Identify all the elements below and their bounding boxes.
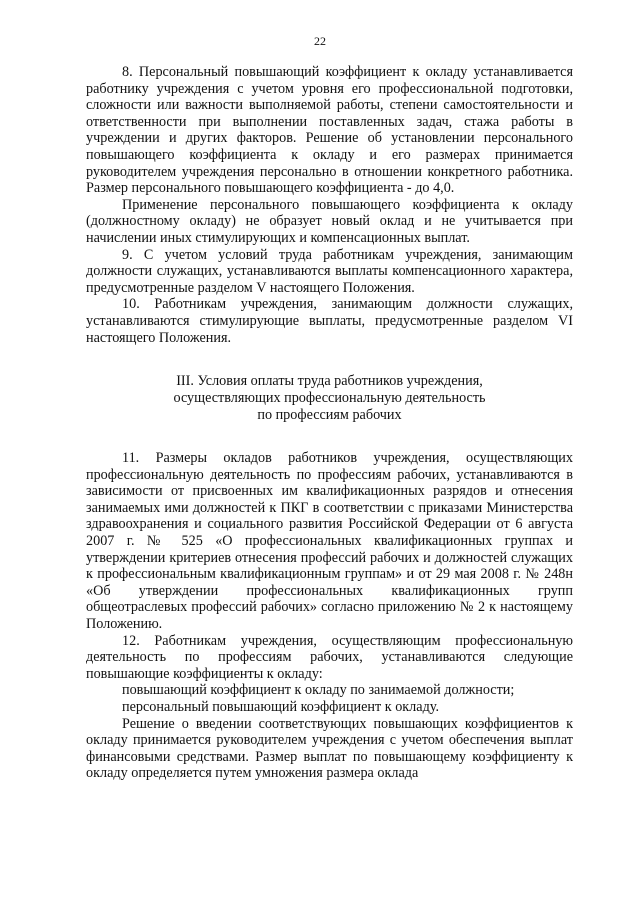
list-item: персональный повышающий коэффициент к окладу.: [122, 699, 440, 715]
paragraph-10: 10. Работникам учреждения, занимающим должности служащих, устанавливаются стимулирующие выплаты, предусмотренные разделом VI настоящего Положения.: [86, 296, 573, 346]
section-heading-line: по профессиям рабочих: [257, 407, 402, 424]
paragraph-coefficient-note: Применение персонального повышающего коэффициента к окладу (должностному окладу) не образует новый оклад и не учитывается при начислении иных стимулирующих и компенсационных выплат.: [86, 196, 573, 246]
paragraph-9: 9. С учетом условий труда работникам учреждения, занимающим должности служащих, устанавливаются выплаты компенсационного характера, предусмотренные разделом V настоящего Положения.: [86, 246, 573, 296]
paragraph-12: 12. Работникам учреждения, осуществляющим профессиональную деятельность по профессиям рабочих, устанавливаются следующие повышающие коэффициенты к окладу:: [86, 632, 573, 682]
paragraph-8: 8. Персональный повышающий коэффициент к окладу устанавливается работнику учреждения с учетом уровня его профессиональной подготовки, сложности или важности выполняемой работы, степени самостоятельности и ответственности при выполнении поставленных задач, стажа работы в учреждении и других факторов. Решение об установлении персонального повышающего коэффициента к окладу и его размерах принимается руководителем учреждения персонально в отношении конкретного работника. Размер персонального повышающего коэффициента - до 4,0.: [86, 64, 573, 197]
paragraph-decision: Решение о введении соответствующих повышающих коэффициентов к окладу принимается руководителем учреждения с учетом обеспечения выплат финансовыми средствами. Размер выплат по повышающему коэффициенту к окладу определяется путем умножения размера оклада: [86, 715, 573, 782]
section-heading-line: осуществляющих профессиональную деятельность: [173, 390, 486, 407]
document-body: [86, 64, 573, 782]
list-item: повышающий коэффициент к окладу по занимаемой должности;: [122, 682, 515, 699]
section-heading-line: III. Условия оплаты труда работников учреждения,: [176, 373, 483, 390]
paragraph-11: 11. Размеры окладов работников учреждения, осуществляющих профессиональную деятельность по профессиям рабочих, устанавливаются в зависимости от присвоенных им квалификационных разрядов и отнесения занимаемых ими должностей к ПКГ в соответствии с приказами Министерства здравоохранения и социального развития Российской Федерации от 6 августа 2007 г. № 525 «О профессиональных квалификационных группах и утверждении критериев отнесения профессий рабочих и должностей служащих к профессиональным квалификационным группам» и от 29 мая 2008 г. № 248н «Об утверждении профессиональных квалификационных групп общеотраслевых профессий рабочих» согласно приложению № 2 к настоящему Положению.: [86, 450, 573, 633]
section-heading: [86, 373, 573, 424]
page-number: 22: [314, 34, 326, 48]
